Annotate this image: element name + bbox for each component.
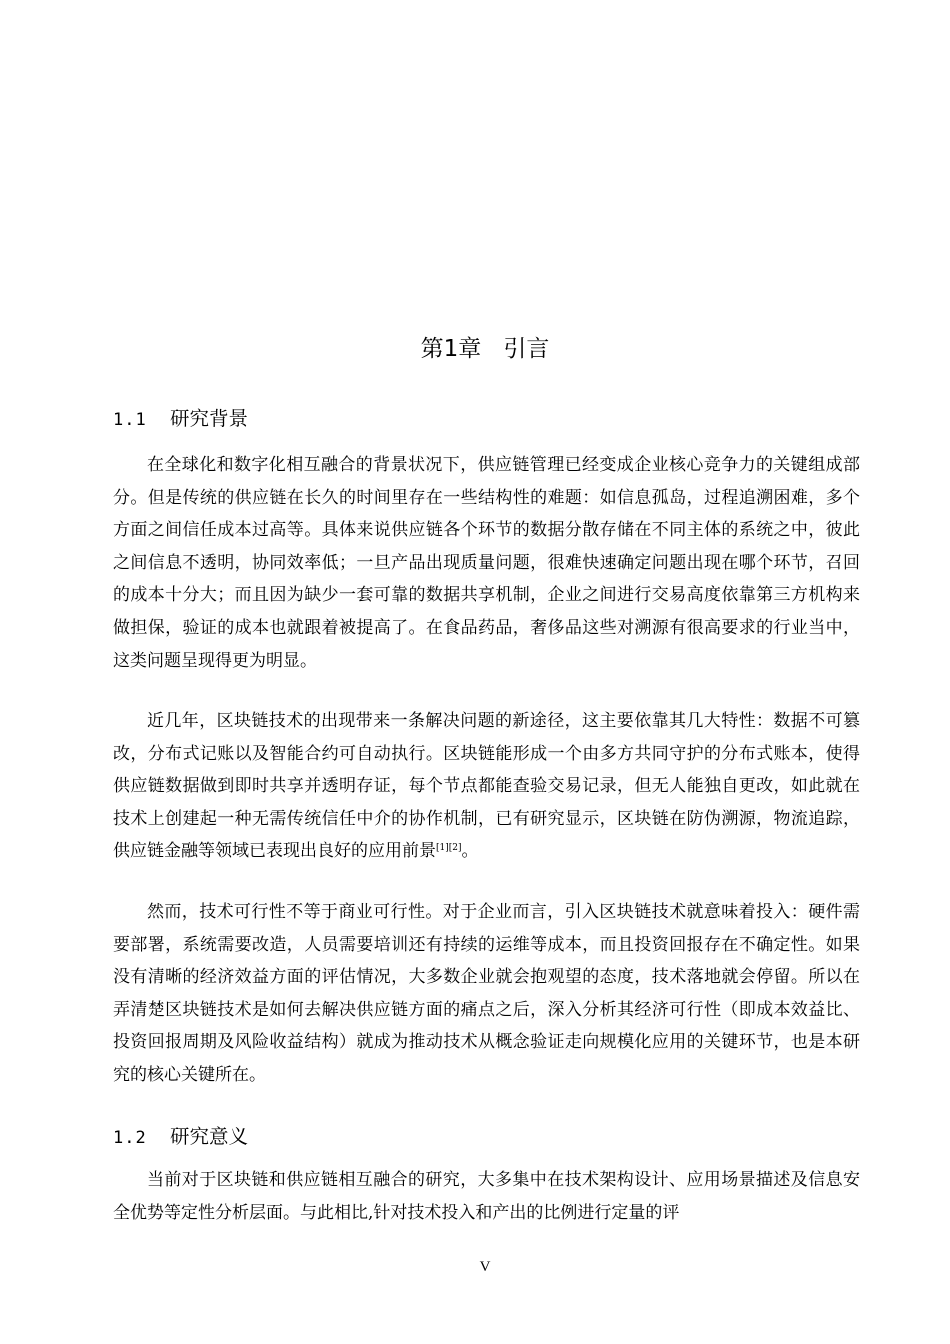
page-number: V bbox=[479, 1259, 491, 1275]
paragraph-significance-1: 当前对于区块链和供应链相互融合的研究，大多集中在技术架构设计、应用场景描述及信息安全优势等定性分析层面。与此相比,针对技术投入和产出的比例进行定量的评 bbox=[113, 1170, 860, 1223]
paragraph-text: 近几年，区块链技术的出现带来一条解决问题的新途径，这主要依靠其几大特性：数据不可篡改，分布式记账以及智能合约可自动执行。区块链能形成一个由多方共同守护的分布式账本，使得供应链数据做到即时共享并透明存证，每个节点都能查验交易记录，但无人能独自更改，如此就在技术上创建起一种无需传统信任中介的协作机制，已有研究显示，区块链在防伪溯源，物流追踪，供应链金融等领域已表现出良好的应用前景 bbox=[113, 711, 860, 862]
section-title: 研究意义 bbox=[170, 1125, 249, 1148]
chapter-number: 第1章 bbox=[420, 336, 482, 362]
chapter-title bbox=[0, 333, 950, 365]
section-heading-1-1 bbox=[113, 405, 248, 434]
section-number: 1.1 bbox=[113, 410, 147, 430]
chapter-name: 引言 bbox=[503, 336, 550, 362]
paragraph-end: 。 bbox=[461, 841, 479, 862]
citation-reference[interactable]: [1][2] bbox=[436, 843, 462, 854]
paragraph-background-2 bbox=[113, 705, 860, 868]
paragraph-background-3: 然而，技术可行性不等于商业可行性。对于企业而言，引入区块链技术就意味着投入：硬件需要部署，系统需要改造，人员需要培训还有持续的运维等成本，而且投资回报存在不确定性。如果没有清晰的经济效益方面的评估情况，大多数企业就会抱观望的态度，技术落地就会停留。所以在弄清楚区块链技术是如何去解决供应链方面的痛点之后，深入分析其经济可行性（即成本效益比、投资回报周期及风险收益结构）就成为推动技术从概念验证走向规模化应用的关键环节，也是本研究的核心关键所在。 bbox=[113, 902, 860, 1085]
section-title: 研究背景 bbox=[170, 407, 249, 430]
section-number: 1.2 bbox=[113, 1128, 147, 1148]
paragraph-background-1: 在全球化和数字化相互融合的背景状况下，供应链管理已经变成企业核心竞争力的关键组成部分。但是传统的供应链在长久的时间里存在一些结构性的难题：如信息孤岛，过程追溯困难，多个方面之间信任成本过高等。具体来说供应链各个环节的数据分散存储在不同主体的系统之中，彼此之间信息不透明，协同效率低；一旦产品出现质量问题，很难快速确定问题出现在哪个环节，召回的成本十分大；而且因为缺少一套可靠的数据共享机制，企业之间进行交易高度依靠第三方机构来做担保，验证的成本也就跟着被提高了。在食品药品，奢侈品这些对溯源有很高要求的行业当中，这类问题呈现得更为明显。 bbox=[113, 455, 860, 671]
section-heading-1-2 bbox=[113, 1123, 248, 1152]
